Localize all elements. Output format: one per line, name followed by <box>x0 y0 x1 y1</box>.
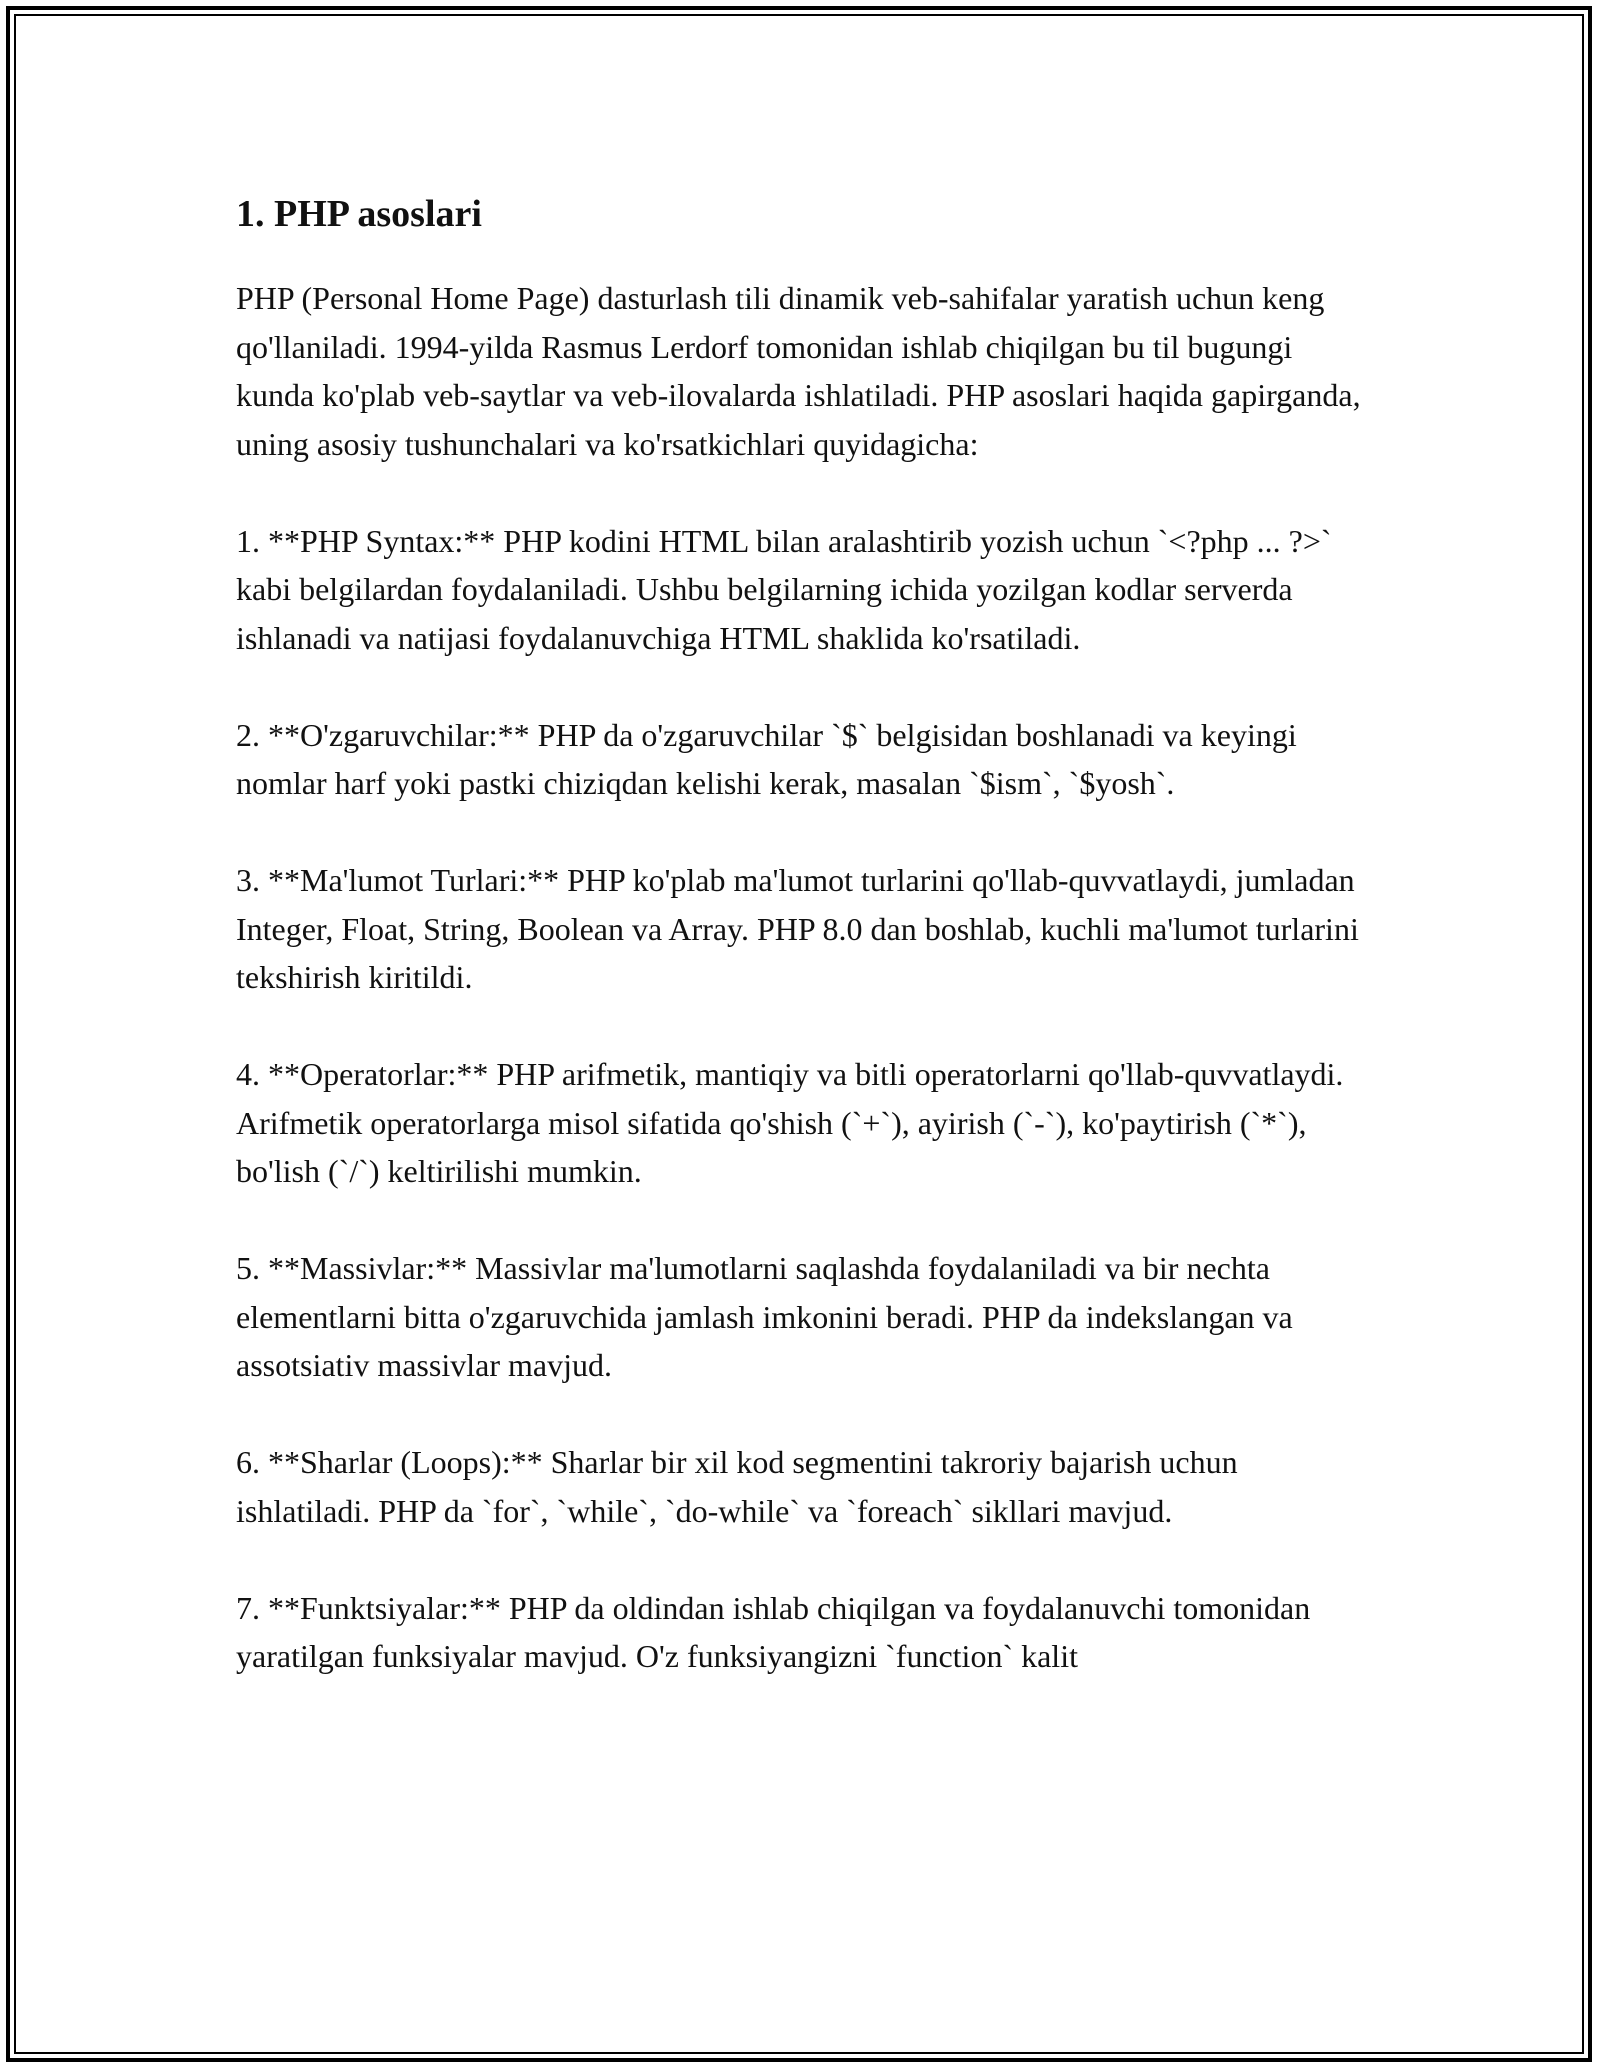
list-item-php-syntax: 1. **PHP Syntax:** PHP kodini HTML bilan aralashtirib yozish uchun `<?php ... ?>` kabi belgilardan foydalaniladi. Ushbu belgilarning ichida yozilgan kodlar serverda ishlanadi va natijasi foydalanuvchiga HTML shaklida ko'rsatiladi. <box>236 522 1332 656</box>
document-title: 1. PHP asoslari <box>236 193 482 235</box>
list-item-loops: 6. **Sharlar (Loops):** Sharlar bir xil kod segmentini takroriy bajarish uchun ishlatiladi. PHP da `for`, `while`, `do-while` va `foreach` sikllari mavjud. <box>236 1444 1238 1529</box>
list-item-operators: 4. **Operatorlar:** PHP arifmetik, mantiqiy va bitli operatorlarni qo'llab-quvvatlaydi. Arifmetik operatorlarga misol sifatida qo'shish (`+`), ayirish (`-`), ko'paytirish (`*`), bo'lish (`/`) keltirilishi mumkin. <box>236 1056 1344 1189</box>
list-item-variables: 2. **O'zgaruvchilar:** PHP da o'zgaruvchilar `$` belgisidan boshlanadi va keyingi nomlar harf yoki pastki chiziqdan kelishi kerak, masalan `$ism`, `$yosh`. <box>236 716 1297 801</box>
list-item-functions: 7. **Funktsiyalar:** PHP da oldindan ishlab chiqilgan va foydalanuvchi tomonidan yaratilgan funksiyalar mavjud. O'z funksiyangizni `function` kalit <box>236 1589 1311 1674</box>
document-body <box>236 180 1376 1729</box>
intro-paragraph: PHP (Personal Home Page) dasturlash tili dinamik veb-sahifalar yaratish uchun keng qo'llaniladi. 1994-yilda Rasmus Lerdorf tomonidan ishlab chiqilgan bu til bugungi kunda ko'plab veb-saytlar va veb-ilovalarda ishlatiladi. PHP asoslari haqida gapirganda, uning asosiy tushunchalari va ko'rsatkichlari quyidagicha: <box>236 280 1361 462</box>
list-item-data-types: 3. **Ma'lumot Turlari:** PHP ko'plab ma'lumot turlarini qo'llab-quvvatlaydi, jumladan Integer, Float, String, Boolean va Array. PHP 8.0 dan boshlab, kuchli ma'lumot turlarini tekshirish kiritildi. <box>236 862 1359 995</box>
list-item-arrays: 5. **Massivlar:** Massivlar ma'lumotlarni saqlashda foydalaniladi va bir nechta elementlarni bitta o'zgaruvchida jamlash imkonini beradi. PHP da indekslangan va assotsiativ massivlar mavjud. <box>236 1250 1293 1383</box>
